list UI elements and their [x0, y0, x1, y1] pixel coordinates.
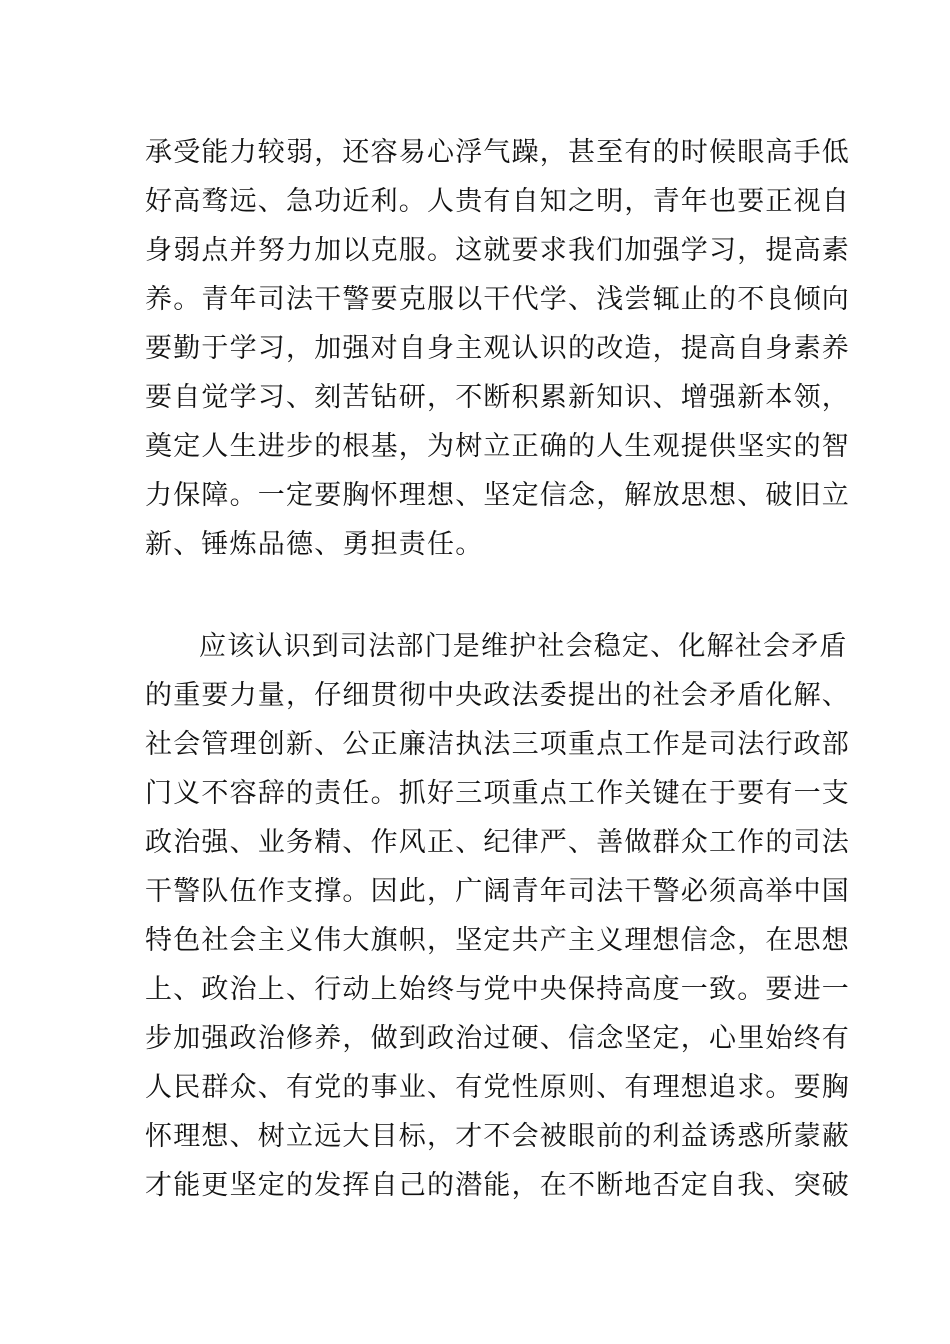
paragraph-line: 干警队伍作支撑。因此，广阔青年司法干警必须高举中国	[145, 876, 850, 907]
paragraph-line: 奠定人生进步的根基，为树立正确的人生观提供坚实的智	[145, 431, 850, 462]
paragraph-line: 新、锤炼品德、勇担责任。	[145, 529, 484, 560]
paragraph-line: 人民群众、有党的事业、有党性原则、有理想追求。要胸	[145, 1072, 850, 1103]
paragraph-line: 好高骛远、急功近利。人贵有自知之明，青年也要正视自	[145, 186, 850, 217]
paragraph-line: 承受能力较弱，还容易心浮气躁，甚至有的时候眼高手低	[145, 137, 850, 168]
paragraph-2	[145, 622, 850, 1210]
paragraph-line: 步加强政治修养，做到政治过硬、信念坚定，心里始终有	[145, 1023, 850, 1054]
paragraph-line: 力保障。一定要胸怀理想、坚定信念，解放思想、破旧立	[145, 480, 850, 511]
paragraph-line: 身弱点并努力加以克服。这就要求我们加强学习，提高素	[145, 235, 850, 266]
paragraph-first-line: 应该认识到司法部门是维护社会稳定、化解社会矛盾	[199, 631, 848, 662]
paragraph-line: 养。青年司法干警要克服以干代学、浅尝辄止的不良倾向	[145, 284, 850, 315]
paragraph-line: 的重要力量，仔细贯彻中央政法委提出的社会矛盾化解、	[145, 680, 850, 711]
paragraph-line: 特色社会主义伟大旗帜，坚定共产主义理想信念，在思想	[145, 925, 850, 956]
paragraph-line: 要自觉学习、刻苦钻研，不断积累新知识、增强新本领，	[145, 382, 850, 413]
paragraph-line: 社会管理创新、公正廉洁执法三项重点工作是司法行政部	[145, 729, 850, 760]
paragraph-line: 要勤于学习，加强对自身主观认识的改造，提高自身素养	[145, 333, 850, 364]
paragraph-line: 政治强、业务精、作风正、纪律严、善做群众工作的司法	[145, 827, 850, 858]
paragraph-line: 怀理想、树立远大目标，才不会被眼前的利益诱惑所蒙蔽	[145, 1121, 850, 1152]
paragraph-line: 门义不容辞的责任。抓好三项重点工作关键在于要有一支	[145, 778, 850, 809]
paragraph-1	[145, 128, 850, 569]
paragraph-line: 才能更坚定的发挥自己的潜能，在不断地否定自我、突破	[145, 1170, 850, 1201]
paragraph-line: 上、政治上、行动上始终与党中央保持高度一致。要进一	[145, 974, 850, 1005]
